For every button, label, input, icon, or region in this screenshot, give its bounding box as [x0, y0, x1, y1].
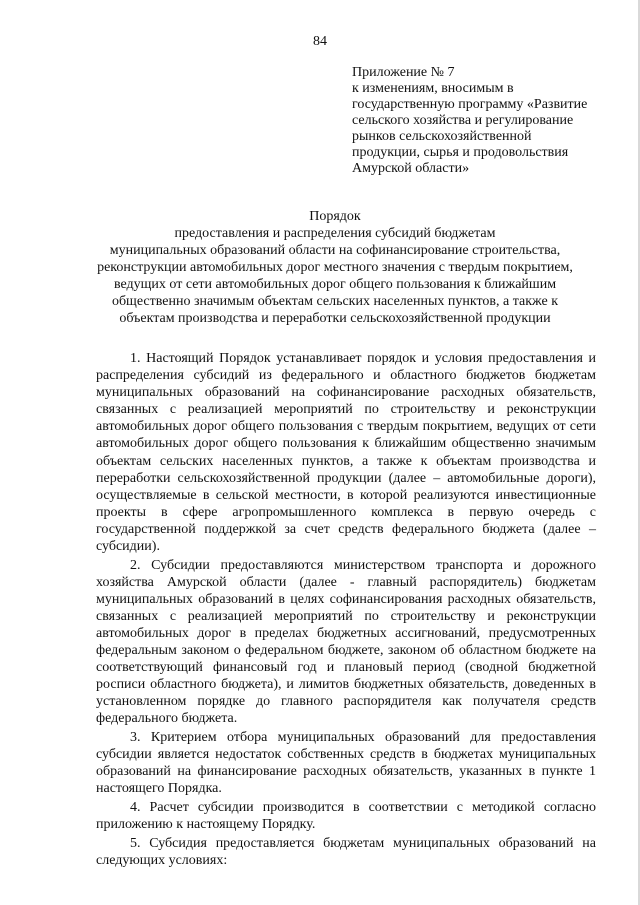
- text-line: соответствующий финансовый год и плановый период (сводной бюджетной: [96, 660, 596, 676]
- text-line: государственной поддержкой за счет средств федерального бюджета (далее –: [96, 521, 596, 537]
- text-line: образований на финансирование расходных обязательств, указанных в пункте 1: [96, 764, 596, 780]
- text-line: распределения субсидий из федерального и областного бюджетов бюджетам: [96, 368, 596, 384]
- text-line: субсидии является недостаток собственных средств в бюджетах муниципальных: [96, 747, 596, 763]
- title-line: муниципальных образований области на софинансирование строительства,: [109, 243, 561, 258]
- text-line: 1. Настоящий Порядок устанавливает порядок и условия предоставления и: [130, 351, 596, 366]
- document-title: [80, 208, 590, 327]
- title-line: предоставления и распределения субсидий бюджетам: [174, 226, 496, 241]
- text-line: автомобильных дорог общего пользования к ближайшим общественно значимым: [96, 436, 596, 452]
- text-line: федерального бюджета.: [96, 711, 238, 727]
- text-line: установленном порядке до главного распорядителя как получателя средств: [96, 694, 596, 710]
- text-line: муниципальных образований в целях софинансирования расходных обязательств,: [96, 591, 596, 607]
- appendix-line: сельского хозяйства и регулирование: [352, 113, 574, 128]
- text-line: муниципальных образований на софинансирование расходных обязательств,: [96, 385, 596, 401]
- appendix-line: государственную программу «Развитие: [352, 97, 588, 112]
- text-line: связанных с реализацией мероприятий по строительству и реконструкции: [96, 402, 596, 418]
- title-line: ведущих от сети автомобильных дорог общего пользования к ближайшим: [113, 277, 557, 292]
- paragraph-1: [96, 350, 596, 555]
- title-heading: Порядок: [309, 209, 361, 224]
- text-line: автомобильных дорог общего пользования с твердым покрытием, ведущих от сети: [96, 419, 596, 435]
- text-line: 3. Критерием отбора муниципальных образований для предоставления: [130, 730, 596, 746]
- text-line: приложению к настоящему Порядку.: [96, 817, 316, 833]
- text-line: 2. Субсидии предоставляются министерством транспорта и дорожного: [130, 557, 596, 573]
- text-line: 5. Субсидия предоставляется бюджетам муниципальных образований на: [130, 835, 596, 851]
- appendix-line: Амурской области»: [352, 161, 470, 176]
- text-line: проекты в сфере агропромышленного комплекса в первую очередь с: [96, 504, 596, 520]
- paragraph-2: [96, 557, 596, 728]
- paragraph-4: [96, 799, 596, 833]
- text-line: переработки сельскохозяйственной продукции (далее – автомобильные дороги),: [96, 470, 596, 486]
- text-line: осуществляемые в сельской местности, в которой реализуются инвестиционные: [96, 487, 596, 503]
- appendix-header: [352, 65, 622, 177]
- title-line: объектам производства и переработки сельскохозяйственной продукции: [119, 311, 551, 326]
- text-line: следующих условиях:: [96, 852, 228, 868]
- text-line: федеральным законом о федеральном бюджете, законом об областном бюджете на: [96, 643, 596, 659]
- text-line: хозяйства Амурской области (далее - главный распорядитель) бюджетам: [96, 574, 596, 590]
- paragraph-3: [96, 729, 596, 797]
- title-line: реконструкции автомобильных дорог местного значения с твердым покрытием,: [97, 260, 573, 275]
- paragraph-5: [96, 835, 596, 869]
- text-line: автомобильных дорог в пределах бюджетных ассигнований, предусмотренных: [96, 626, 596, 641]
- text-line: росписи областного бюджета), и лимитов бюджетных обязательств, доведенных в: [96, 677, 596, 693]
- appendix-line: Приложение № 7: [352, 65, 455, 80]
- text-line: связанных с реализацией мероприятий по строительству и реконструкции: [96, 608, 596, 624]
- appendix-line: рынков сельскохозяйственной: [352, 129, 532, 144]
- title-line: общественно значимым объектам сельских населенных пунктов, а также к: [111, 294, 559, 309]
- document-body: [96, 350, 596, 870]
- appendix-line: к изменениям, вносимым в: [352, 81, 514, 96]
- text-line: объектам сельских населенных пунктов, а также к объектам производства и: [96, 453, 596, 469]
- text-line: настоящего Порядка.: [96, 781, 222, 797]
- text-line: 4. Расчет субсидии производится в соответствии с методикой согласно: [130, 799, 596, 815]
- appendix-line: продукции, сырья и продовольствия: [352, 145, 569, 160]
- page-number: 84: [313, 34, 327, 49]
- text-line: субсидии).: [96, 539, 160, 555]
